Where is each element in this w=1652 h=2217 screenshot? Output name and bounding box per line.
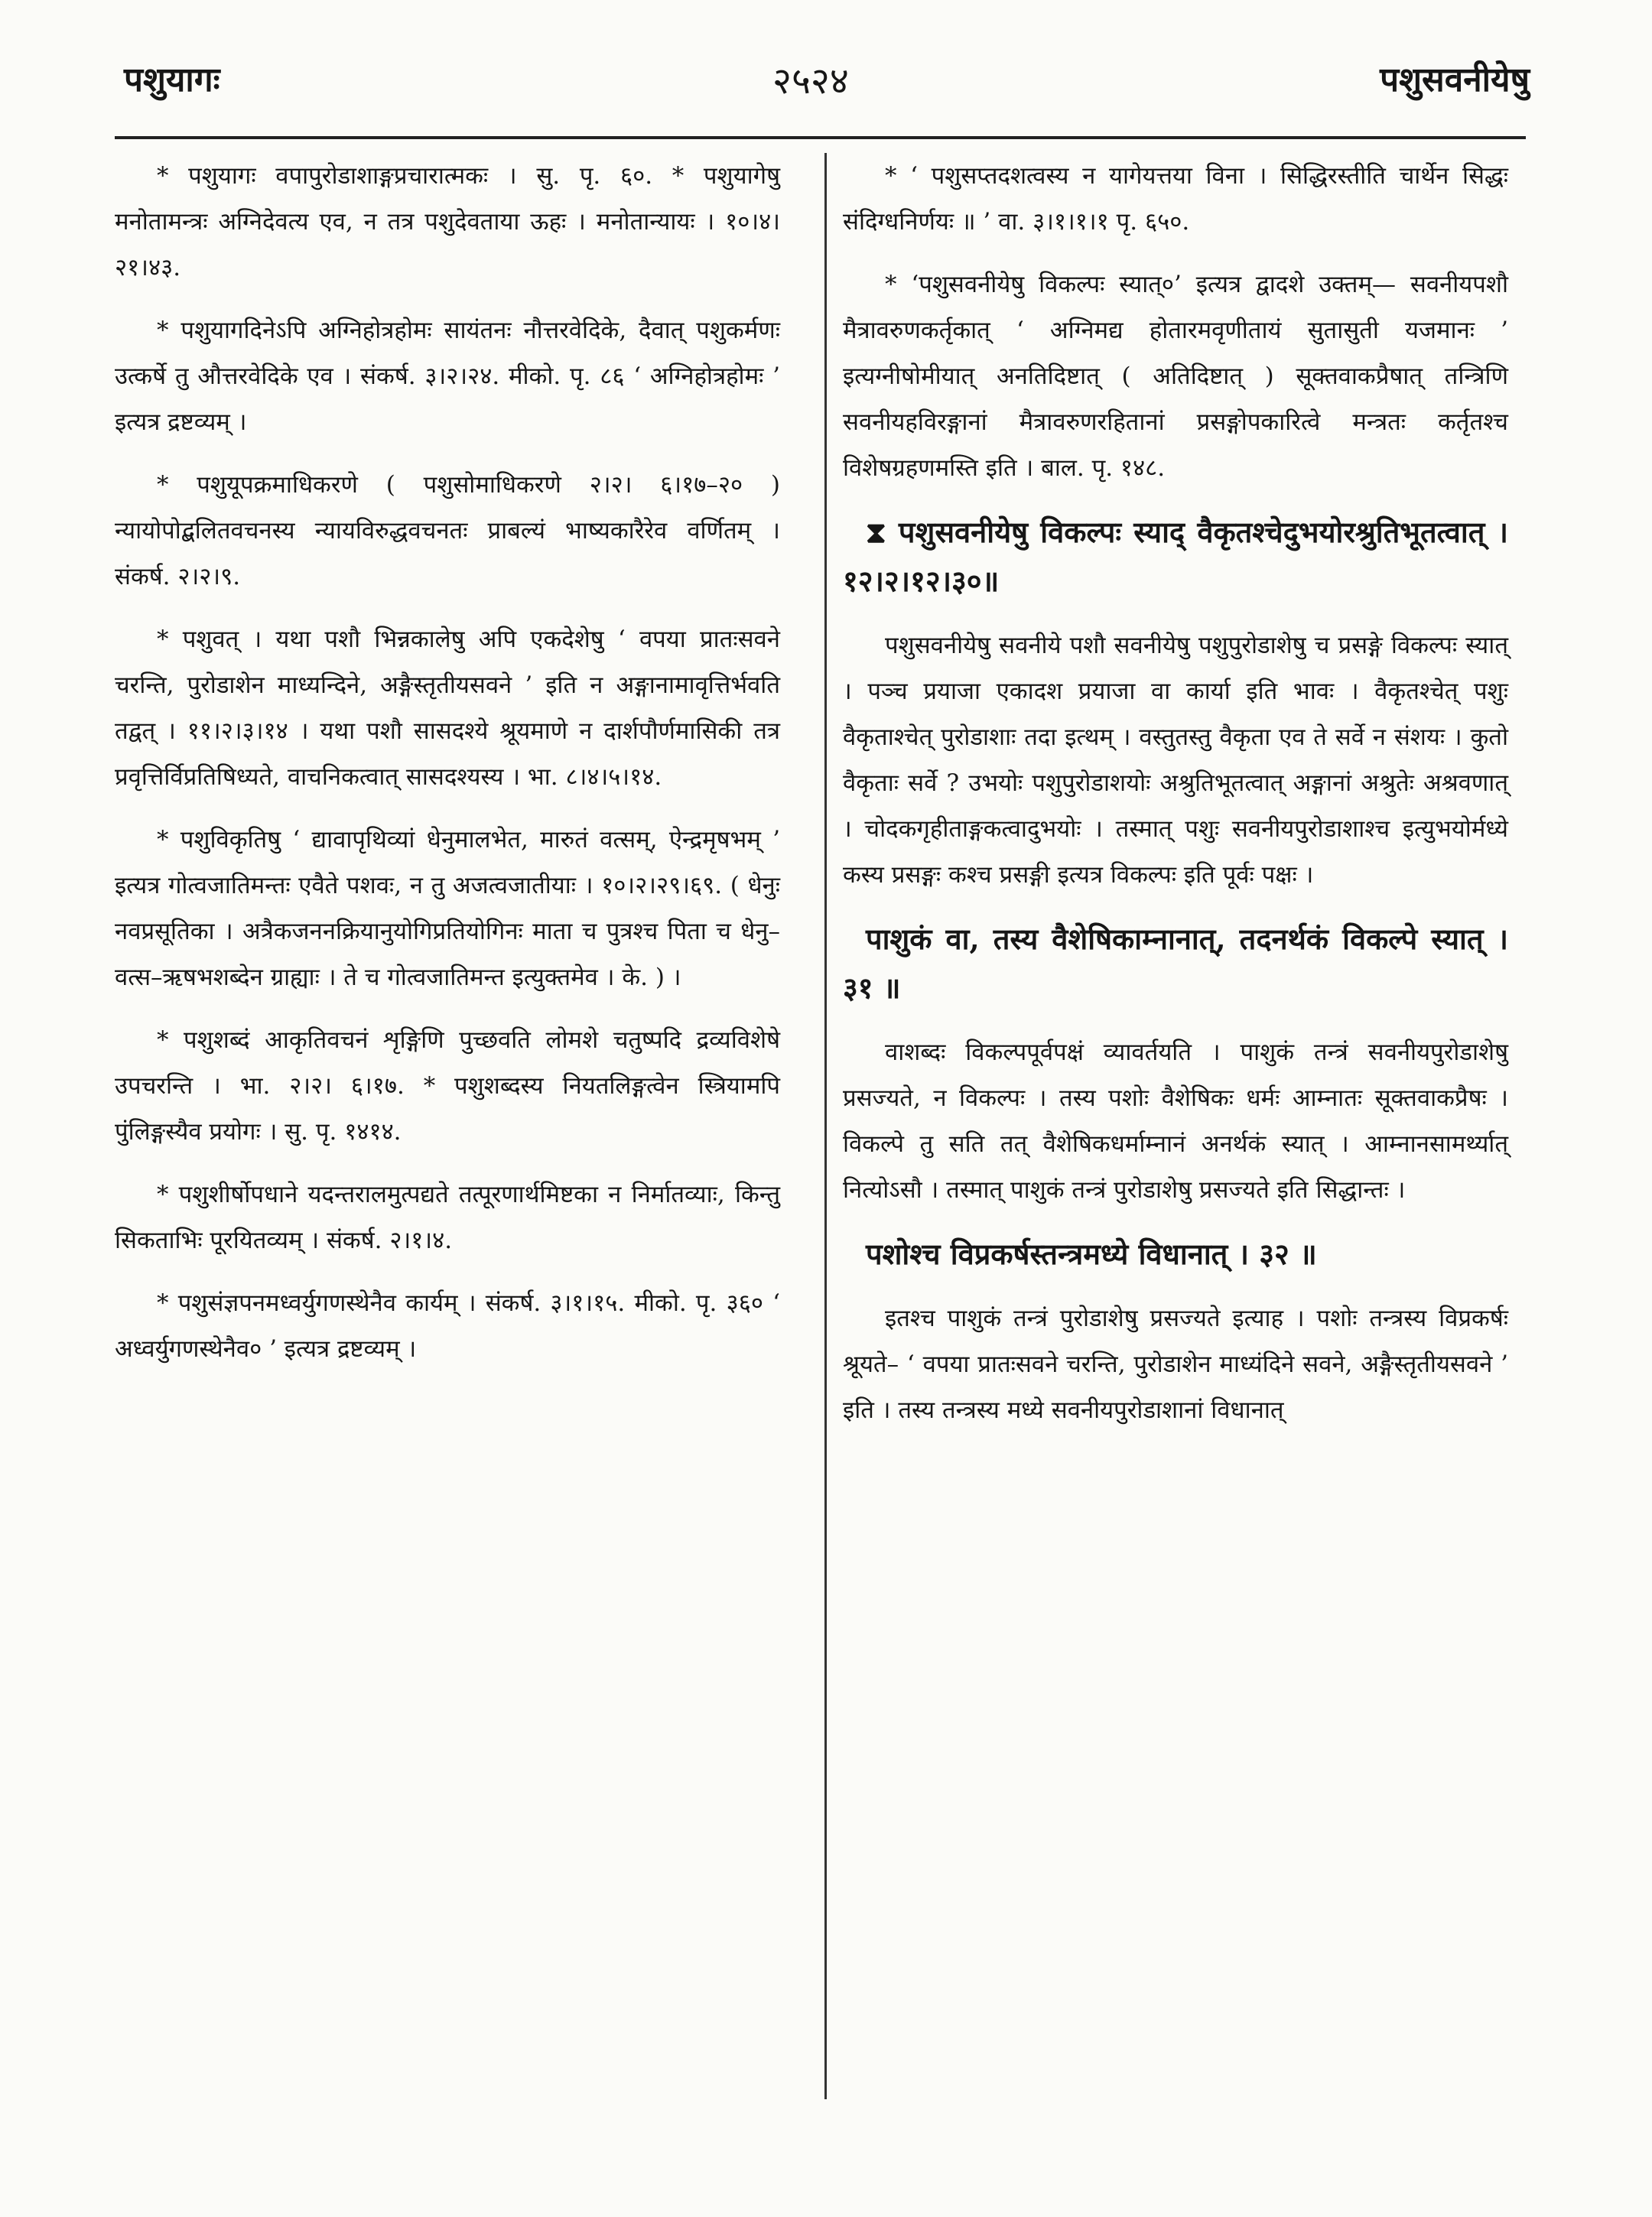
commentary-30: पशुसवनीयेषु सवनीये पशौ सवनीयेषु पशुपुरोडाशेषु च प्रसङ्गे विकल्पः स्यात् । पञ्च प्रयाजा एकादश प्रयाजा वा कार्या इति भावः । वैकृतश्चेत् पशुः वैकृताश्चेत् पुरोडाशाः तदा इत्थम् । वस्तुतस्तु वैकृता एव ते सर्वे न संशयः । कुतो वैकृताः सर्वे ? उभयोः पशुपुरोडाशयोः अश्रुतिभूतत्वात् अङ्गानां अश्रुतेः अश्रवणात् । चोदकगृहीताङ्गकत्वादुभयोः । तस्मात् पशुः सवनीयपुरोडाशाश्च इत्युभयोर्मध्ये कस्य प्रसङ्गः कश्च प्रसङ्गी इत्यत्र विकल्पः इति पूर्वः पक्षः । xyxy=(843,632,1508,889)
entry-pashusaptadasha: * ‘ पशुसप्तदशत्वस्य न यागेयत्तया विना । सिद्धिरस्तीति चार्थेन सिद्धः संदिग्धनिर्णयः ॥ ’ वा. ३।१।१।१ पृ. ६५०. xyxy=(843,162,1508,236)
commentary-32: इतश्च पाशुकं तन्त्रं पुरोडाशेषु प्रसज्यते इत्याह । पशोः तन्त्रस्य विप्रकर्षः श्रूयते– ‘ वपया प्रातःसवने चरन्ति, पुरोडाशेन माध्यंदिने सवने, अङ्गैस्तृतीयसवने ’ इति । तस्य तन्त्रस्य मध्ये सवनीयपुरोडाशानां विधानात् xyxy=(843,1305,1508,1424)
entry-pashusanjnapana: * पशुसंज्ञपनमध्वर्युगणस्थेनैव कार्यम् । संकर्ष. ३।१।१५. मीको. पृ. ३६० ‘ अध्वर्युगणस्थेनैव० ’ इत्यत्र द्रष्टव्यम् । xyxy=(115,1289,780,1363)
column-divider xyxy=(824,153,827,2099)
entry-pashuvat: * पशुवत् । यथा पशौ भिन्नकालेषु अपि एकदेशेषु ‘ वपया प्रातःसवने चरन्ति, पुरोडाशेन माध्यन्दिने, अङ्गैस्तृतीयसवने ’ इति न अङ्गानामावृत्तिर्भवति तद्वत् । ११।२।३।१४ । यथा पशौ सासदश्ये श्रूयमाणे न दार्शपौर्णमासिकी तत्र प्रवृत्तिर्विप्रतिषिध्यते, वाचनिकत्वात् सासदश्यस्य । भा. ८।४।५।१४. xyxy=(115,626,780,791)
entry-pashuvikritishu: * पशुविकृतिषु ‘ द्यावापृथिव्यां धेनुमालभेत, मारुतं वत्सम्, ऐन्द्रमृषभम् ’ इत्यत्र गोत्वजातिमन्तः एवैते पशवः, न तु अजत्वजातीयाः । १०।२।२९।६९. ( धेनुः नवप्रसूतिका । अत्रैकजननक्रियानुयोगिप्रतियोगिनः माता च पुत्रश्च पिता च धेनु–वत्स–ऋषभशब्देन ग्राह्याः । ते च गोत्वजातिमन्त इत्युक्तमेव । के. ) । xyxy=(115,826,780,991)
right-column xyxy=(843,153,1508,1450)
commentary-31: वाशब्दः विकल्पपूर्वपक्षं व्यावर्तयति । पाशुकं तन्त्रं सवनीयपुरोडाशेषु प्रसज्यते, न विकल्पः । तस्य पशोः वैशेषिकः धर्मः आम्नातः सूक्तवाकप्रैषः । विकल्पे तु सति तत् वैशेषिकधर्माम्नानं अनर्थकं स्यात् । आम्नानसामर्थ्यात् नित्योऽसौ । तस्मात् पाशुकं तन्त्रं पुरोडाशेषु प्रसज्यते इति सिद्धान्तः । xyxy=(843,1039,1508,1204)
entry-pashuyupakrama: * पशुयूपक्रमाधिकरणे ( पशुसोमाधिकरणे २।२। ६।१७–२० ) न्यायोपोद्बलितवचनस्य न्यायविरुद्धवचनतः प्राबल्यं भाष्यकारैरेव वर्णितम् । संकर्ष. २।२।९. xyxy=(115,471,780,590)
sutra-heading-31: पाशुकं वा, तस्य वैशेषिकाम्नानात्, तदनर्थकं विकल्पे स्यात् । ३१ ॥ xyxy=(843,922,1508,1005)
left-column xyxy=(115,153,780,1389)
entry-pashushabda: * पशुशब्दं आकृतिवचनं शृङ्गिणि पुच्छवति लोमशे चतुष्पदि द्रव्यविशेषे उपचरन्ति । भा. २।२। ६।१७. * पशुशब्दस्य नियतलिङ्गत्वेन स्त्रियामपि पुंलिङ्गस्यैव प्रयोगः । सु. पृ. १४१४. xyxy=(115,1026,780,1146)
sutra-heading-30: ⧗ पशुसवनीयेषु विकल्पः स्याद् वैकृतश्चेदुभयोरश्रुतिभूतत्वात् । १२।२।१२।३०॥ xyxy=(843,515,1508,598)
header-rule xyxy=(115,136,1526,139)
page-number: २५२४ xyxy=(772,60,849,102)
entry-pashuyaga: * पशुयागः वपापुरोडाशाङ्गप्रचारात्मकः । सु. पृ. ६०. * पशुयागेषु मनोतामन्त्रः अग्निदेवत्य एव, न तत्र पशुदेवताया ऊहः । मनोतान्यायः । १०।४। २१।४३. xyxy=(115,162,780,281)
running-head-left: पशुयागः xyxy=(124,60,220,99)
running-head-right: पशुसवनीयेषु xyxy=(1380,60,1530,99)
entry-pashuyagadine: * पशुयागदिनेऽपि अग्निहोत्रहोमः सायंतनः नौत्तरवेदिके, दैवात् पशुकर्मणः उत्कर्षे तु औत्तरवेदिके एव । संकर्ष. ३।२।२४. मीको. पृ. ८६ ‘ अग्निहोत्रहोमः ’ इत्यत्र द्रष्टव्यम् । xyxy=(115,317,780,436)
sutra-heading-32: पशोश्च विप्रकर्षस्तन्त्रमध्ये विधानात् । ३२ ॥ xyxy=(866,1237,1317,1271)
entry-pashushirshopadhana: * पशुशीर्षोपधाने यदन्तरालमुत्पद्यते तत्पूरणार्थमिष्टका न निर्मातव्याः, किन्तु सिकताभिः पूरयितव्यम् । संकर्ष. २।१।४. xyxy=(115,1181,780,1254)
entry-pashusavaniyeshu: * ‘पशुसवनीयेषु विकल्पः स्यात्०’ इत्यत्र द्वादशे उक्तम्— सवनीयपशौ मैत्रावरुणकर्तृकात् ‘ अग्निमद्य होतारमवृणीतायं सुतासुती यजमानः ’ इत्यग्नीषोमीयात् अनतिदिष्टात् ( अतिदिष्टात् ) सूक्तवाकप्रैषात् तन्त्रिणि सवनीयहविरङ्गानां मैत्रावरुणरहितानां प्रसङ्गोपकारित्वे मन्त्रतः कर्तृतश्च विशेषग्रहणमस्ति इति । बाल. पृ. १४८. xyxy=(843,271,1508,482)
